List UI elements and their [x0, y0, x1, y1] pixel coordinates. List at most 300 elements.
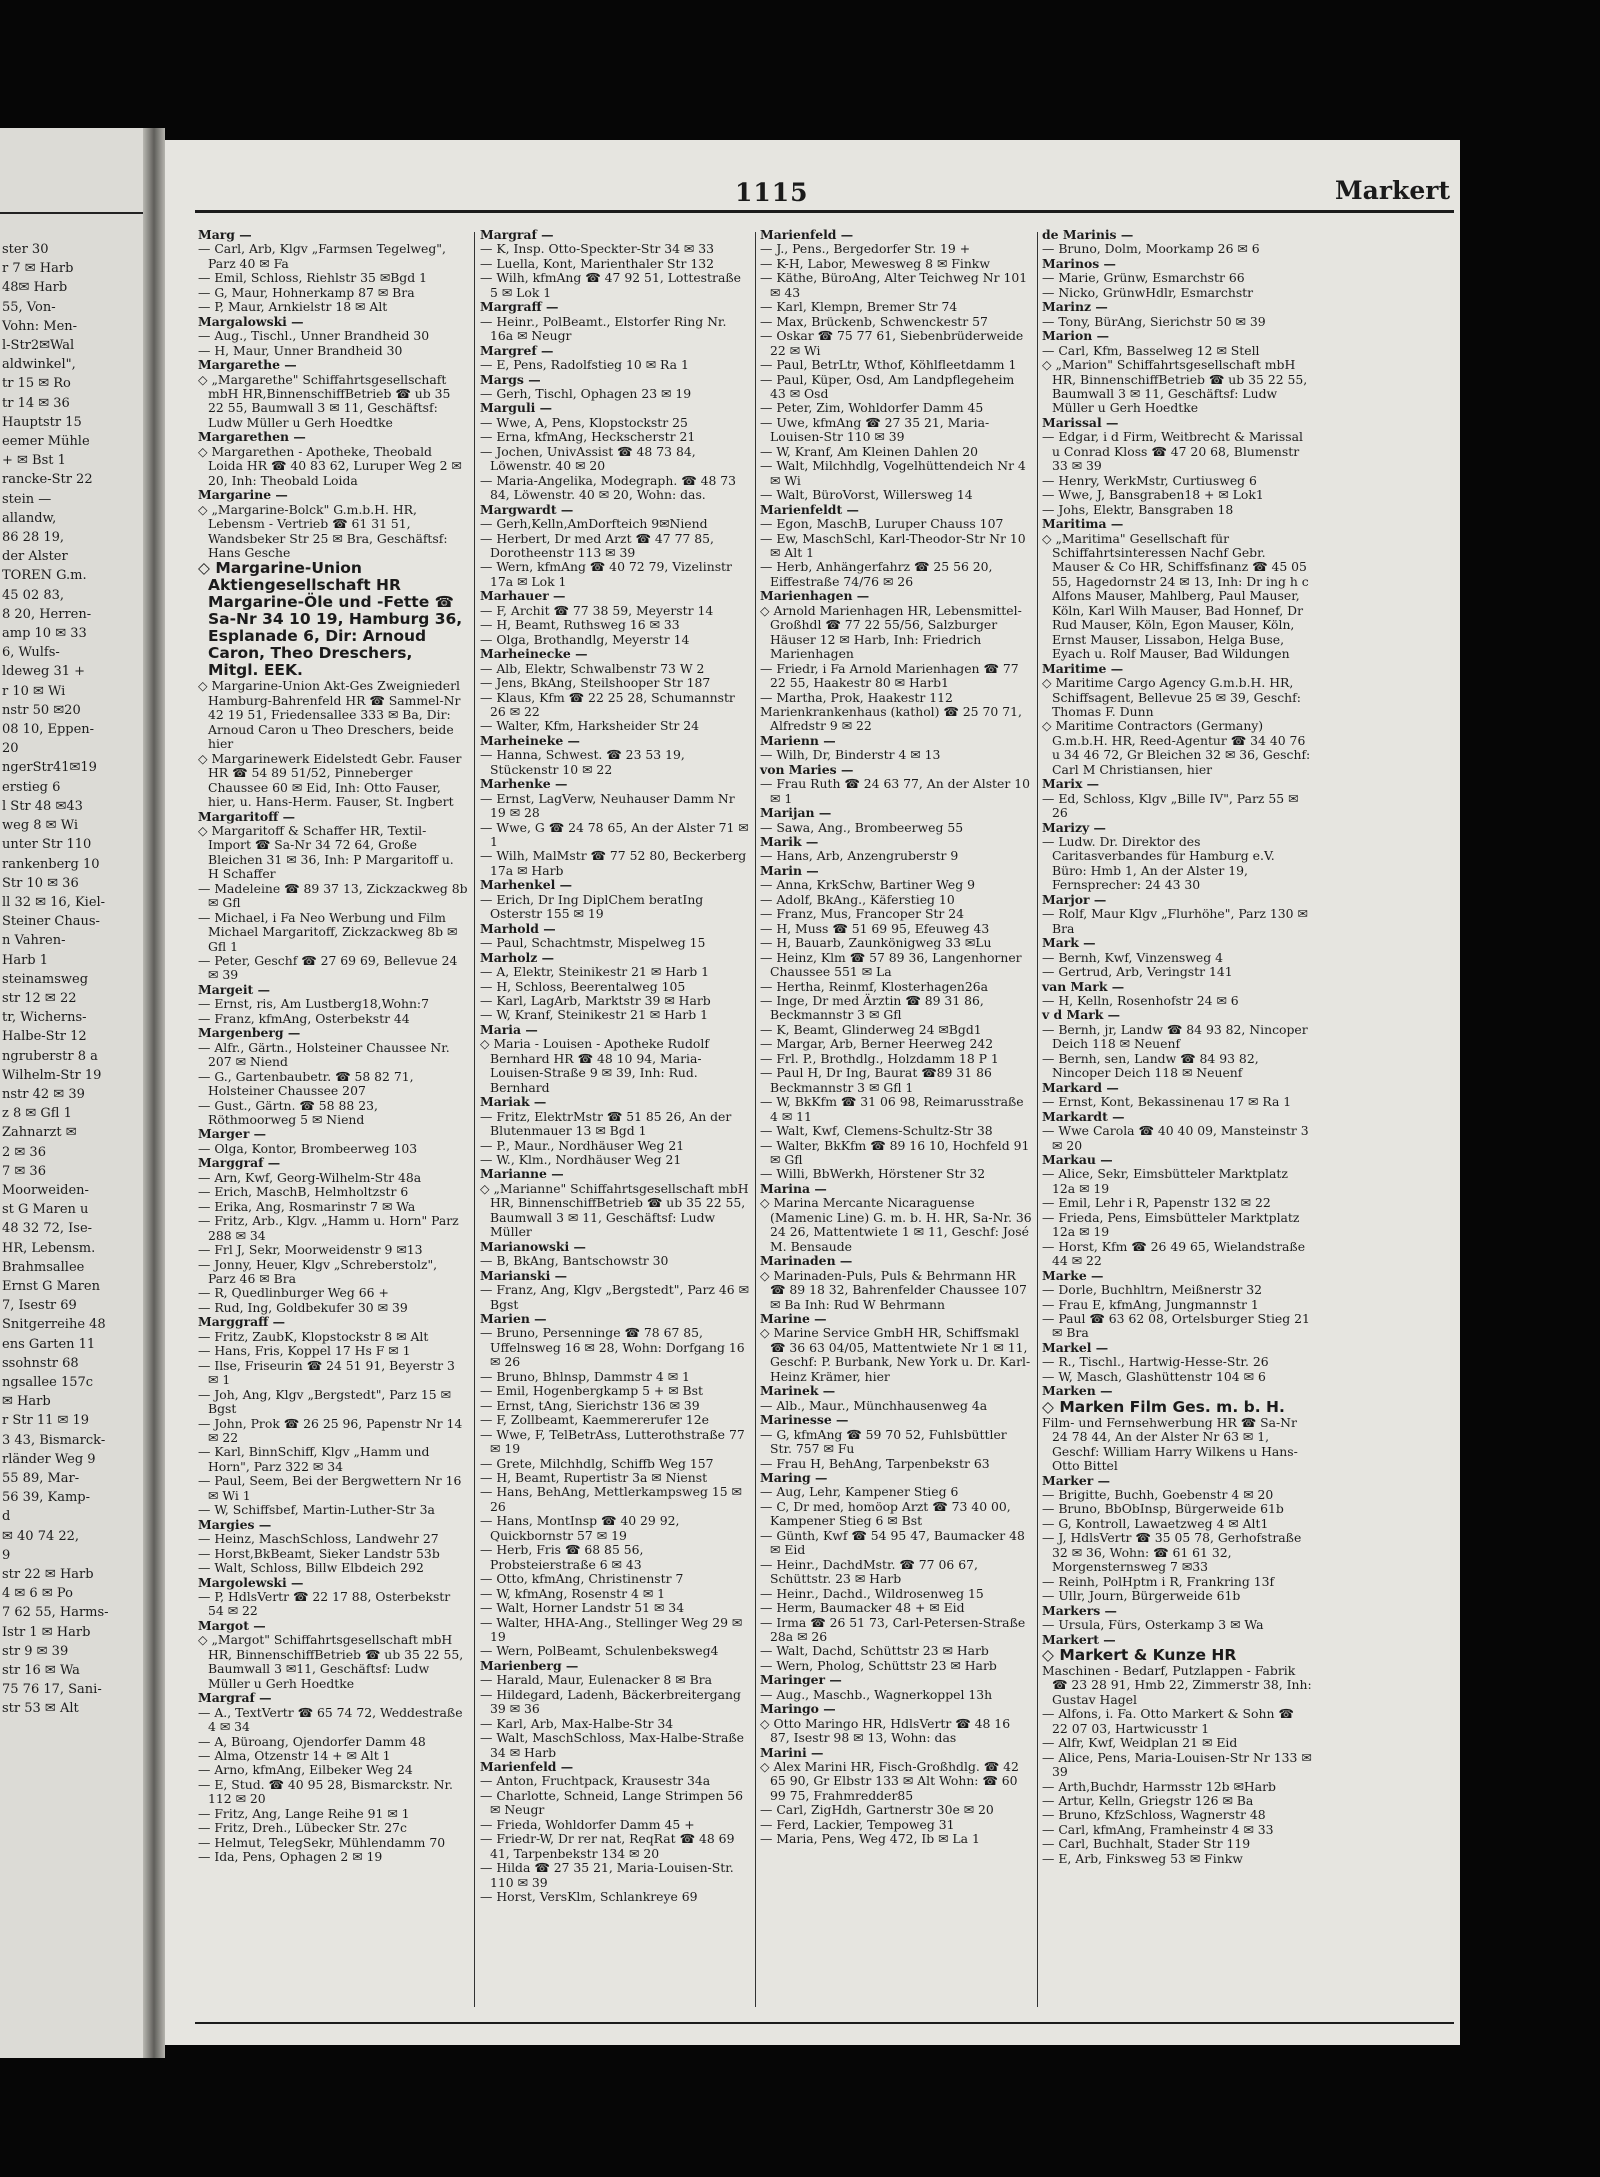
directory-entry: — Anton, Fruchtpack, Krausestr 34a — [480, 1773, 711, 1789]
surname-heading: Marienberg — — [480, 1657, 579, 1673]
directory-entry: — Gerh,Kelln,AmDorfteich 9✉Niend — [480, 516, 708, 532]
firm-entry: ◇ Margarinewerk Eidelstedt Gebr. Fauser HR ☎ 54 89 51/52, Pinneberger Chaussee 60 ✉ Eid, Inh: Otto Fauser, hier, u. Hans-Herm. Fauser, St. Ingbert — [198, 750, 466, 810]
left-page-line: 6, Wulfs- — [2, 645, 60, 661]
firm-entry: ◇ „Marianne" Schiffahrtsgesellschaft mbH HR, BinnenschiffBetrieb ☎ ub 35 22 55, Baumwall 3 ✉ 11, Geschäftsf: Ludw Müller — [480, 1180, 753, 1240]
left-page-line: amp 10 ✉ 33 — [2, 626, 87, 642]
surname-heading: Margarethe — — [198, 357, 297, 373]
left-page-line: 4 ✉ 6 ✉ Po — [2, 1586, 73, 1602]
left-page-line: Snitgerreihe 48 — [2, 1317, 106, 1333]
directory-entry: — Paul, Küper, Osd, Am Landpflegeheim 43 ✉ Osd — [760, 371, 1019, 401]
directory-entry: — Fritz, ZaubK, Klopstockstr 8 ✉ Alt — [198, 1328, 429, 1344]
directory-entry: — Irma ☎ 26 51 73, Carl-Petersen-Straße 28a ✉ 26 — [760, 1614, 1030, 1644]
surname-heading: Margraff — — [480, 299, 559, 315]
directory-entry: — Fritz, ElektrMstr ☎ 51 85 26, An der Blutenmauer 13 ✉ Bgd 1 — [480, 1108, 736, 1139]
surname-heading: Marini — — [760, 1744, 824, 1760]
column-divider — [474, 232, 475, 2007]
left-page-line: 55, Von- — [2, 299, 56, 315]
directory-entry: — P, Maur, Arnkielstr 18 ✉ Alt — [198, 299, 388, 315]
directory-entry: — Luella, Kont, Marienthaler Str 132 — [480, 255, 715, 271]
surname-heading: Marinaden — — [760, 1253, 853, 1269]
firm-entry: ◇ Maritime Contractors (Germany) G.m.b.H. HR, Reed-Agentur ☎ 34 40 76 u 34 46 72, Gr Bleichen 32 ✉ 36, Geschf: Carl M Christiansen, hier — [1042, 718, 1315, 777]
directory-entry: — Wwe Carola ☎ 40 40 09, Mansteinstr 3 ✉ 20 — [1042, 1123, 1313, 1153]
directory-entry: — W, Masch, Glashüttenstr 104 ✉ 6 — [1042, 1368, 1266, 1384]
directory-entry: — Wwe, A, Pens, Klopstockstr 25 — [480, 414, 688, 430]
directory-entry: — Fritz, Dreh., Lübecker Str. 27c — [198, 1820, 407, 1836]
directory-entry: — Egon, MaschB, Luruper Chauss 107 — [760, 516, 1004, 532]
directory-entry: — Wwe, G ☎ 24 78 65, An der Alster 71 ✉ 1 — [480, 819, 753, 850]
left-page-line: Halbe-Str 12 — [2, 1029, 87, 1045]
left-page-line: str 53 ✉ Alt — [2, 1701, 79, 1717]
surname-heading: Marina — — [760, 1180, 827, 1196]
left-page-line: Hauptstr 15 — [2, 414, 82, 430]
left-page-line: ngruberstr 8 a — [2, 1048, 98, 1064]
directory-entry: — Tony, BürAng, Sierichstr 50 ✉ 39 — [1042, 313, 1266, 329]
left-page-line: str 9 ✉ 39 — [2, 1643, 69, 1659]
directory-entry: Film- und Fernsehwerbung HR ☎ Sa-Nr 24 78 44, An der Alster Nr 63 ✉ 1, Geschf: William Harry Wilkens u Hans-Otto Bittel — [1042, 1414, 1301, 1474]
surname-heading: Marienn — — [760, 732, 836, 748]
directory-entry: — W, kfmAng, Rosenstr 4 ✉ 1 — [480, 1585, 666, 1601]
directory-entry: — A, Elektr, Steinikestr 21 ✉ Harb 1 — [480, 964, 710, 980]
directory-entry: — Joh, Ang, Klgv „Bergstedt", Parz 15 ✉ Bgst — [198, 1386, 455, 1417]
directory-entry: — Alfr, Kwf, Weidplan 21 ✉ Eid — [1042, 1735, 1238, 1751]
directory-entry: — Herbert, Dr med Arzt ☎ 47 77 85, Dorotheenstr 113 ✉ 39 — [480, 530, 718, 560]
directory-entry: — Hanna, Schwest. ☎ 23 53 19, Stückenstr 10 ✉ 22 — [480, 747, 689, 777]
directory-entry: — G, Maur, Hohnerkamp 87 ✉ Bra — [198, 284, 415, 300]
left-page-line: 48✉ Harb — [2, 280, 68, 296]
surname-heading: Maritime — — [1042, 660, 1124, 676]
surname-heading: Marke — — [1042, 1267, 1104, 1283]
directory-entry: — E, Stud. ☎ 40 95 28, Bismarckstr. Nr. 112 ✉ 20 — [198, 1776, 457, 1807]
directory-entry: — Rolf, Maur Klgv „Flurhöhe", Parz 130 ✉ Bra — [1042, 906, 1312, 936]
surname-heading: Marianne — — [480, 1166, 564, 1182]
firm-entry: ◇ Marine Service GmbH HR, Schiffsmakl ☎ 36 63 04/05, Mattentwiete Nr 1 ✉ 11, Geschf: P. Burbank, New York u. Dr. Karl-Heinz Krämer, hier — [760, 1325, 1032, 1384]
surname-heading: Marken — — [1042, 1383, 1113, 1399]
surname-heading: Margalowski — — [198, 313, 304, 329]
directory-entry: — A, Büroang, Ojendorfer Damm 48 — [198, 1733, 426, 1749]
column-4 — [1042, 227, 1316, 2018]
left-page-line: 7 ✉ 36 — [2, 1163, 46, 1179]
left-page-line: ngerStr41✉19 — [2, 760, 97, 776]
directory-entry: — F, Zollbeamt, Kaemmererufer 12e — [480, 1412, 709, 1428]
left-page-line: tr 14 ✉ 36 — [2, 395, 70, 411]
left-page-line: ngsallee 157c — [2, 1374, 94, 1390]
directory-entry: — Hilda ☎ 27 35 21, Maria-Louisen-Str. 110 ✉ 39 — [480, 1860, 738, 1890]
directory-entry: — Heinr., Dachd., Wildrosenweg 15 — [760, 1585, 984, 1601]
left-page-line: str 12 ✉ 22 — [2, 990, 77, 1006]
directory-entry: — Aug., Maschb., Wagnerkoppel 13h — [760, 1686, 993, 1702]
left-page-line: HR, Lebensm. — [2, 1240, 96, 1256]
directory-entry: — Otto, kfmAng, Christinenstr 7 — [480, 1571, 684, 1587]
directory-entry: — Walter, Kfm, Harksheider Str 24 — [480, 718, 700, 734]
surname-heading: Margarethen — — [198, 429, 306, 445]
directory-entry: — Herm, Baumacker 48 + ✉ Eid — [760, 1600, 965, 1616]
left-page-line: + ✉ Bst 1 — [2, 453, 66, 469]
surname-heading: Mariak — — [480, 1094, 547, 1110]
firm-entry: ◇ Otto Maringo HR, HdlsVertr ☎ 48 16 87, Isestr 98 ✉ 13, Wohn: das — [760, 1715, 1015, 1746]
directory-entry: — Oskar ☎ 75 77 61, Siebenbrüderweide 22 ✉ Wi — [760, 328, 1028, 358]
left-page-line: Steiner Chaus- — [2, 914, 100, 930]
directory-entry: — Ernst, tAng, Sierichstr 136 ✉ 39 — [480, 1397, 700, 1413]
surname-heading: Marik — — [760, 834, 819, 850]
directory-entry: — E, Pens, Radolfstieg 10 ✉ Ra 1 — [480, 357, 689, 373]
directory-entry: — Gerh, Tischl, Ophagen 23 ✉ 19 — [480, 385, 692, 401]
directory-entry: — R., Tischl., Hartwig-Hesse-Str. 26 — [1042, 1354, 1269, 1370]
directory-entry: — Ludw. Dr. Direktor des Caritasverbandes für Hamburg e.V. Büro: Hmb 1, An der Alster 19, Fernsprecher: 24 43 30 — [1042, 834, 1279, 893]
surname-heading: Marinek — — [760, 1383, 836, 1399]
directory-entry: — Alma, Otzenstr 14 + ✉ Alt 1 — [198, 1747, 391, 1763]
firm-entry: ◇ „Margarethe" Schiffahrtsgesellschaft mbH HR,BinnenschiffBetrieb ☎ ub 35 22 55, Baumwall 3 ✉ 11, Geschäftsf: Ludw Müller u Gerh Hoedtke — [198, 371, 455, 430]
directory-entry: — Hildegard, Ladenh, Bäckerbreitergang 39 ✉ 36 — [480, 1686, 745, 1717]
surname-heading: Marhenkel — — [480, 877, 573, 893]
surname-heading: Markert — — [1042, 1631, 1116, 1647]
firm-entry: ◇ Markert & Kunze HR — [1042, 1645, 1237, 1664]
directory-entry: — Wern, kfmAng ☎ 40 72 79, Vizelinstr 17a ✉ Lok 1 — [480, 559, 736, 589]
left-page-line: rancke-Str 22 — [2, 472, 93, 488]
directory-entry: — Anna, KrkSchw, Bartiner Weg 9 — [760, 877, 975, 893]
surname-heading: Marien — — [480, 1310, 547, 1326]
directory-entry: — Wilh, MalMstr ☎ 77 52 80, Beckerberg 17a ✉ Harb — [480, 848, 751, 878]
directory-entry: — Grete, Milchhdlg, Schiffb Weg 157 — [480, 1455, 714, 1471]
surname-heading: Maria — — [480, 1021, 538, 1037]
directory-entry: — Helmut, TelegSekr, Mühlendamm 70 — [198, 1834, 446, 1850]
directory-entry: — Marie, Grünw, Esmarchstr 66 — [1042, 270, 1245, 286]
firm-entry: ◇ „Margarine-Bolck" G.m.b.H. HR, Lebensm - Vertrieb ☎ 61 31 51, Wandsbeker Str 25 ✉ Bra, Geschäftsf: Hans Gesche — [198, 501, 452, 560]
surname-heading: Marianski — — [480, 1267, 567, 1283]
directory-entry: — Carl, Buchhalt, Stader Str 119 — [1042, 1836, 1251, 1852]
surname-heading: Marger — — [198, 1126, 267, 1142]
column-1 — [198, 227, 472, 2018]
directory-entry: — Günth, Kwf ☎ 54 95 47, Baumacker 48 ✉ Eid — [760, 1527, 1029, 1558]
left-page-line: rankenberg 10 — [2, 856, 100, 872]
surname-heading: Marienfeld — — [480, 1759, 574, 1775]
directory-entry: — Heinz, MaschSchloss, Landwehr 27 — [198, 1531, 439, 1547]
left-page-line: ster 30 — [2, 242, 49, 257]
firm-entry: ◇ Maria - Louisen - Apotheke Rudolf Bernhard HR ☎ 48 10 94, Maria-Louisen-Straße 9 ✉ 39, Inh: Rud. Bernhard — [480, 1036, 713, 1095]
directory-entry: Marienkrankenhaus (kathol) ☎ 25 70 71, Alfredstr 9 ✉ 22 — [760, 703, 1026, 734]
left-page-line: Ernst G Maren — [2, 1278, 100, 1294]
left-page-line: nstr 42 ✉ 39 — [2, 1086, 85, 1102]
directory-entry: — Rud, Ing, Goldbekufer 30 ✉ 39 — [198, 1299, 408, 1315]
directory-entry: — Heinr., DachdMstr. ☎ 77 06 67, Schüttstr. 23 ✉ Harb — [760, 1556, 982, 1587]
surname-heading: Marhauer — — [480, 588, 566, 604]
firm-entry: ◇ Maritime Cargo Agency G.m.b.H. HR, Schiffsagent, Bellevue 25 ✉ 39, Geschf: Thomas F. Dunn — [1042, 675, 1305, 719]
directory-entry: — Charlotte, Schneid, Lange Strimpen 56 ✉ Neugr — [480, 1787, 747, 1818]
surname-heading: Marin — — [760, 862, 819, 878]
directory-entry: Maschinen - Bedarf, Putzlappen - Fabrik ☎ 23 28 91, Hmb 22, Zimmerstr 38, Inh: Gustav Hagel — [1042, 1662, 1316, 1707]
surname-heading: de Marinis — — [1042, 227, 1134, 242]
left-page-line: d — [2, 1509, 11, 1525]
surname-heading: Margwardt — — [480, 501, 574, 517]
left-page-line: 3 43, Bismarck- — [2, 1432, 106, 1448]
firm-entry: ◇ „Margot" Schiffahrtsgesellschaft mbH HR, BinnenschiffBetrieb ☎ ub 35 22 55, Baumwall 3 ✉11, Geschäftsf: Ludw Müller u Gerh Hoedtke — [198, 1632, 468, 1691]
left-page-line: 2 ✉ 36 — [2, 1144, 46, 1160]
directory-entry: — Friedr, i Fa Arnold Marienhagen ☎ 77 22 55, Haakestr 80 ✉ Harb1 — [760, 660, 1023, 691]
directory-entry: — Frau H, BehAng, Tarpenbekstr 63 — [760, 1455, 990, 1471]
directory-entry: — Fritz, Arb., Klgv. „Hamm u. Horn" Parz 288 ✉ 34 — [198, 1213, 463, 1243]
left-page-line: nstr 50 ✉20 — [2, 702, 81, 718]
directory-entry: — Carl, Arb, Klgv „Farmsen Tegelweg", Parz 40 ✉ Fa — [198, 241, 450, 271]
directory-entry: — Harald, Maur, Eulenacker 8 ✉ Bra — [480, 1672, 712, 1688]
left-page-line: Harb 1 — [2, 952, 49, 968]
directory-entry: — Ernst, LagVerw, Neuhauser Damm Nr 19 ✉ 28 — [480, 790, 739, 821]
directory-entry: — Klaus, Kfm ☎ 22 25 28, Schumannstr 26 ✉ 22 — [480, 689, 739, 719]
left-page-line: Brahmsallee — [2, 1259, 85, 1275]
firm-entry: ◇ Margarine-Union Akt-Ges Zweigniederl Hamburg-Bahrenfeld HR ☎ Sammel-Nr 42 19 51, Friedensallee 333 ✉ Ba, Dir: Arnoud Caron u Theo Dreschers, beide hier — [198, 678, 465, 752]
directory-entry: — Heinz, Klm ☎ 57 89 36, Langenhorner Chaussee 551 ✉ La — [760, 949, 1026, 980]
directory-entry: — J., Pens., Bergedorfer Str. 19 + — [760, 241, 971, 257]
surname-heading: v d Mark — — [1042, 1007, 1121, 1023]
directory-entry: — Inge, Dr med Ärztin ☎ 89 31 86, Beckmannstr 3 ✉ Gfl — [760, 993, 988, 1023]
directory-entry: — Hertha, Reinmf, Klosterhagen26a — [760, 978, 989, 994]
surname-heading: Markers — — [1042, 1602, 1117, 1618]
firm-entry: ◇ Marken Film Ges. m. b. H. — [1042, 1397, 1285, 1416]
surname-heading: Margot — — [198, 1617, 266, 1633]
surname-heading: Marizy — — [1042, 819, 1106, 835]
left-page-line: tr 15 ✉ Ro — [2, 376, 71, 392]
left-page-line: ens Garten 11 — [2, 1336, 96, 1352]
directory-entry: — Emil, Hogenbergkamp 5 + ✉ Bst — [480, 1383, 703, 1399]
directory-entry: — Ew, MaschSchl, Karl-Theodor-Str Nr 10 ✉ Alt 1 — [760, 530, 1030, 560]
firm-entry: ◇ Alex Marini HR, Fisch-Großhdlg. ☎ 42 65 90, Gr Elbstr 133 ✉ Alt Wohn: ☎ 60 99 75, Frahmredder85 — [760, 1759, 1023, 1803]
left-page-line: r Str 11 ✉ 19 — [2, 1413, 90, 1429]
directory-entry: — Max, Brückenb, Schwenckestr 57 — [760, 313, 988, 329]
directory-entry: — Walt, Schloss, Billw Elbdeich 292 — [198, 1560, 424, 1576]
directory-entry: — Sawa, Ang., Brombeerweg 55 — [760, 819, 964, 835]
directory-entry: — Maria-Angelika, Modegraph. ☎ 48 73 84, Löwenstr. 40 ✉ 20, Wohn: das. — [480, 472, 740, 503]
firm-entry: ◇ Arnold Marienhagen HR, Lebensmittel-Großhdl ☎ 77 22 55/56, Salzburger Häuser 12 ✉ Harb, Inh: Friedrich Marienhagen — [760, 602, 1022, 662]
surname-heading: Marianowski — — [480, 1238, 586, 1254]
directory-entry: — R, Quedlinburger Weg 66 + — [198, 1285, 389, 1301]
directory-entry: — Walt, Dachd, Schüttstr 23 ✉ Harb — [760, 1643, 989, 1659]
directory-entry: — Uwe, kfmAng ☎ 27 35 21, Maria-Louisen-Str 110 ✉ 39 — [760, 414, 990, 445]
left-page-line: 55 89, Mar- — [2, 1471, 80, 1486]
firm-entry: ◇ Margaritoff & Schaffer HR, Textil-Import ☎ Sa-Nr 34 72 64, Große Bleichen 31 ✉ 36, Inh: P Margaritoff u. H Schaffer — [198, 822, 458, 882]
directory-entry: — Bruno, Persenninge ☎ 78 67 85, Uffelnsweg 16 ✉ 28, Wohn: Dorfgang 16 ✉ 26 — [480, 1325, 749, 1370]
directory-entry: — Walt, BüroVorst, Willersweg 14 — [760, 487, 973, 503]
left-page-line: ssohnstr 68 — [2, 1355, 79, 1371]
directory-entry: — Nicko, GrünwHdlr, Esmarchstr — [1042, 284, 1254, 300]
directory-entry: — Paul H, Dr Ing, Baurat ☎89 31 86 Beckmannstr 3 ✉ Gfl 1 — [760, 1065, 996, 1095]
left-page-line: st G Maren u — [2, 1202, 89, 1218]
firm-entry: ◇ Margarine-Union Aktiengesellschaft HR Margarine-Öle und -Fette ☎ Sa-Nr 34 10 19, Hamburg 36, Esplanade 6, Dir: Arnoud Caron, Theo Dreschers, Mitgl. EEK. — [198, 559, 468, 680]
directory-entry: — Ernst, ris, Am Lustberg18,Wohn:7 — [198, 996, 429, 1012]
directory-entry: — Bernh, Kwf, Vinzensweg 4 — [1042, 949, 1223, 965]
surname-heading: van Mark — — [1042, 978, 1125, 994]
surname-heading: Marienfeldt — — [760, 501, 859, 517]
left-page-line: der Alster — [2, 549, 68, 565]
book-gutter — [143, 128, 165, 2058]
directory-entry: — Paul, BetrLtr, Wthof, Köhlfleetdamm 1 — [760, 357, 1017, 373]
left-page-line: Moorweiden- — [2, 1182, 89, 1198]
left-page-line: 56 39, Kamp- — [2, 1490, 90, 1506]
page-number: 1115 — [735, 178, 809, 207]
left-page-line: l-Str2✉Wal — [2, 338, 75, 354]
left-page-line: aldwinkel", — [2, 357, 76, 373]
directory-entry: — Erich, Dr Ing DiplChem beratIng Osterstr 155 ✉ 19 — [480, 891, 708, 922]
directory-entry: — W, Kranf, Steinikestr 21 ✉ Harb 1 — [480, 1007, 708, 1023]
directory-entry: — Alice, Sekr, Eimsbütteler Marktplatz 12a ✉ 19 — [1042, 1166, 1292, 1196]
directory-entry: — Franz, Mus, Francoper Str 24 — [760, 906, 965, 922]
directory-entry: — Reinh, PolHptm i R, Frankring 13f — [1042, 1573, 1275, 1589]
left-page-line: z 8 ✉ Gfl 1 — [2, 1106, 72, 1122]
directory-entry: — Hans, MontInsp ☎ 40 29 92, Quickbornstr 57 ✉ 19 — [480, 1513, 684, 1543]
firm-entry: ◇ „Marion" Schiffahrtsgesellschaft mbH HR, BinnenschiffBetrieb ☎ ub 35 22 55, Baumwall 3 ✉ 11, Geschäftsf: Ludw Müller u Gerh Hoedtke — [1042, 357, 1312, 416]
left-page-line: Str 10 ✉ 36 — [2, 875, 79, 891]
left-page-line: weg 8 ✉ Wi — [2, 818, 78, 834]
directory-entry: — Edgar, i d Firm, Weitbrecht & Marissal u Conrad Kloss ☎ 47 20 68, Blumenstr 33 ✉ 39 — [1042, 429, 1307, 474]
left-page-line: rländer Weg 9 — [2, 1451, 96, 1467]
surname-heading: Marienhagen — — [760, 588, 870, 604]
directory-entry: — Franz, kfmAng, Osterbekstr 44 — [198, 1010, 410, 1026]
directory-entry: — H, Maur, Unner Brandheid 30 — [198, 342, 403, 358]
directory-entry: — W, Schiffsbef, Martin-Luther-Str 3a — [198, 1502, 435, 1518]
surname-heading: Marhenke — — [480, 776, 568, 792]
directory-entry: — Erika, Ang, Rosmarinstr 7 ✉ Wa — [198, 1198, 416, 1214]
left-page-line: 45 02 83, — [2, 587, 65, 603]
left-page-fragment — [0, 128, 143, 2058]
directory-entry: — Alb, Elektr, Schwalbenstr 73 W 2 — [480, 660, 705, 676]
firm-entry: ◇ Marinaden-Puls, Puls & Behrmann HR ☎ 89 18 32, Bahrenfelder Chaussee 107 ✉ Ba Inh: Rud W Behrmann — [760, 1267, 1031, 1312]
directory-entry: — Walt, Milchhdlg, Vogelhüttendeich Nr 4 ✉ Wi — [760, 458, 1030, 488]
directory-entry: — W, Kranf, Am Kleinen Dahlen 20 — [760, 443, 979, 459]
column-divider — [755, 232, 756, 2007]
directory-entry: — Johs, Elektr, Bansgraben 18 — [1042, 501, 1234, 517]
left-page-line: l Str 48 ✉43 — [2, 798, 83, 814]
directory-entry: — Bruno, Dolm, Moorkamp 26 ✉ 6 — [1042, 241, 1260, 257]
directory-entry: — Frieda, Pens, Eimsbütteler Marktplatz 12a ✉ 19 — [1042, 1209, 1304, 1240]
directory-entry: — Aug, Lehr, Kampener Stieg 6 — [760, 1484, 959, 1500]
left-page-line: r 7 ✉ Harb — [2, 261, 74, 277]
surname-heading: Marijan — — [760, 805, 832, 821]
surname-heading: Marker — — [1042, 1472, 1110, 1488]
footer-rule — [195, 2022, 1454, 2024]
directory-entry: — Frl. P., Brothdlg., Holzdamm 18 P 1 — [760, 1050, 999, 1066]
left-page-line: ✉ Harb — [2, 1394, 51, 1410]
surname-heading: Margaritoff — — [198, 808, 296, 824]
left-page-line: ll 32 ✉ 16, Kiel- — [2, 894, 106, 910]
left-page-line: 75 76 17, Sani- — [2, 1682, 102, 1698]
directory-entry: — Karl, BinnSchiff, Klgv „Hamm und Horn", Parz 322 ✉ 34 — [198, 1444, 434, 1474]
surname-heading: Maritima — — [1042, 516, 1124, 532]
directory-entry: — Wern, PolBeamt, Schulenbeksweg4 — [480, 1643, 719, 1659]
header-rule — [195, 210, 1454, 213]
directory-entry: — Jonny, Heuer, Klgv „Schreberstolz", Parz 46 ✉ Bra — [198, 1256, 442, 1286]
directory-entry: — Horst, Kfm ☎ 26 49 65, Wielandstraße 44 ✉ 22 — [1042, 1238, 1309, 1269]
directory-entry: — Walter, HHA-Ang., Stellinger Weg 29 ✉ 19 — [480, 1614, 747, 1644]
left-page-line: str 22 ✉ Harb — [2, 1567, 94, 1583]
directory-entry: — Ilse, Friseurin ☎ 24 51 91, Beyerstr 3 ✉ 1 — [198, 1357, 459, 1388]
directory-entry: — Alice, Pens, Maria-Louisen-Str Nr 133 ✉ 39 — [1042, 1749, 1316, 1780]
directory-entry: — Ursula, Fürs, Osterkamp 3 ✉ Wa — [1042, 1617, 1264, 1633]
surname-heading: Marine — — [760, 1310, 827, 1326]
directory-entry: — W, BkKfm ☎ 31 06 98, Reimarusstraße 4 ✉ 11 — [760, 1094, 1028, 1124]
surname-heading: Marheinecke — — [480, 646, 588, 662]
surname-heading: Marggraf — — [198, 1155, 281, 1171]
directory-entry: — H, Muss ☎ 51 69 95, Efeuweg 43 — [760, 920, 990, 936]
surname-heading: Margarine — — [198, 487, 288, 503]
surname-heading: Margeit — — [198, 981, 270, 997]
left-page-line: r 10 ✉ Wi — [2, 683, 66, 699]
surname-heading: Marinos — — [1042, 255, 1116, 271]
directory-entry: — Friedr-W, Dr rer nat, ReqRat ☎ 48 69 41, Tarpenbekstr 134 ✉ 20 — [480, 1831, 739, 1861]
column-2 — [480, 227, 753, 2018]
surname-heading: Marheineke — — [480, 732, 580, 748]
left-page-line: n Vahren- — [2, 933, 66, 949]
firm-entry: ◇ „Maritima" Gesellschaft für Schiffahrtsinteressen Nachf Gebr. Mauser & Co HR, Schiffsfinanz ☎ 45 05 55, Hagedornstr 24 ✉ 13, Inh: Dr ing h c Alfons Mauser, Mahlberg, Paul Mauser, Köln, Karl Wilh Mauser, Bad Honnef, Dr Rud Mauser, Köln, Egon Mauser, Köln, Ernst Mauser, Lissabon, Helga Buse, Eyach u. Rolf Mauser, Bad Wildungen — [1042, 530, 1313, 662]
directory-entry: — Käthe, BüroAng, Alter Teichweg Nr 101 ✉ 43 — [760, 270, 1032, 300]
directory-entry: — A., TextVertr ☎ 65 74 72, Weddestraße 4 ✉ 34 — [198, 1704, 467, 1735]
surname-heading: Marg — — [198, 227, 252, 242]
surname-heading: Margenberg — — [198, 1025, 301, 1041]
surname-heading: Maringo — — [760, 1701, 836, 1717]
directory-entry: — Ernst, Kont, Bekassinenau 17 ✉ Ra 1 — [1042, 1094, 1292, 1110]
left-page-line: stein — — [2, 491, 52, 507]
directory-entry: — Willi, BbWerkh, Hörstener Str 32 — [760, 1166, 986, 1182]
surname-heading: Maringer — — [760, 1672, 842, 1688]
surname-heading: von Maries — — [760, 761, 854, 777]
left-page-line: tr, Wicherns- — [2, 1010, 87, 1026]
surname-heading: Marienfeld — — [760, 227, 854, 242]
directory-entry: — G, kfmAng ☎ 59 70 52, Fuhlsbüttler Str. 757 ✉ Fu — [760, 1426, 1011, 1457]
left-page-text — [0, 240, 109, 1719]
directory-entry: — Maria, Pens, Weg 472, Ib ✉ La 1 — [760, 1831, 980, 1847]
directory-entry: — P., Maur., Nordhäuser Weg 21 — [480, 1137, 685, 1153]
directory-entry: — F, Archit ☎ 77 38 59, Meyerstr 14 — [480, 602, 714, 618]
directory-entry: — H, Beamt, Rupertistr 3a ✉ Nienst — [480, 1469, 708, 1485]
directory-entry: — H, Schloss, Beerentalweg 105 — [480, 978, 686, 994]
surname-heading: Margref — — [480, 342, 554, 358]
left-page-line: 7 62 55, Harms- — [2, 1605, 109, 1621]
surname-heading: Marjor — — [1042, 891, 1107, 907]
surname-heading: Marinesse — — [760, 1412, 849, 1428]
surname-heading: Marissal — — [1042, 414, 1119, 430]
directory-entry: — Alfr., Gärtn., Holsteiner Chaussee Nr. 207 ✉ Niend — [198, 1039, 454, 1070]
directory-columns — [198, 228, 1451, 2018]
directory-entry: — W., Klm., Nordhäuser Weg 21 — [480, 1152, 682, 1167]
directory-entry: — Madeleine ☎ 89 37 13, Zickzackweg 8b ✉ Gfl — [198, 880, 472, 911]
directory-entry: — Karl, Klempn, Bremer Str 74 — [760, 299, 958, 315]
directory-entry: — H, Beamt, Ruthsweg 16 ✉ 33 — [480, 617, 680, 633]
left-page-header-rule — [0, 212, 143, 214]
directory-entry: — C, Dr med, homöop Arzt ☎ 73 40 00, Kampener Stieg 6 ✉ Bst — [760, 1498, 1015, 1529]
directory-entry: — Ida, Pens, Ophagen 2 ✉ 19 — [198, 1849, 383, 1865]
directory-entry: — Bruno, BbObInsp, Bürgerweide 61b — [1042, 1501, 1284, 1517]
surname-heading: Marguli — — [480, 400, 553, 416]
directory-entry: — John, Prok ☎ 26 25 96, Papenstr Nr 14 ✉ 22 — [198, 1415, 467, 1445]
directory-entry: — P, HdlsVertr ☎ 22 17 88, Osterbekstr 54 ✉ 22 — [198, 1588, 455, 1619]
directory-entry: — Olga, Kontor, Brombeerweg 103 — [198, 1140, 418, 1156]
directory-entry: — Ullr, Journ, Bürgerweide 61b — [1042, 1588, 1241, 1604]
directory-entry: — Peter, Zim, Wohldorfer Damm 45 — [760, 400, 984, 416]
directory-entry: — Gust., Gärtn. ☎ 58 88 23, Röthmoorweg 5 ✉ Niend — [198, 1097, 382, 1128]
directory-entry: — Herb, Anhängerfahrz ☎ 25 56 20, Eiffestraße 74/76 ✉ 26 — [760, 559, 997, 589]
directory-entry: — Erich, MaschB, Helmholtzstr 6 — [198, 1184, 409, 1200]
directory-entry: — Jens, BkAng, Steilshooper Str 187 — [480, 675, 711, 691]
left-page-line: Wilhelm-Str 19 — [2, 1067, 102, 1083]
directory-entry: — Ferd, Lackier, Tempoweg 31 — [760, 1816, 955, 1832]
left-page-line: eemer Mühle — [2, 434, 90, 450]
directory-entry: — Walt, Kwf, Clemens-Schultz-Str 38 — [760, 1123, 993, 1139]
surname-heading: Markau — — [1042, 1152, 1113, 1167]
directory-entry: — Hans, Arb, Anzengruberstr 9 — [760, 848, 959, 864]
surname-heading: Margolewski — — [198, 1574, 304, 1590]
directory-entry: — Arn, Kwf, Georg-Wilhelm-Str 48a — [198, 1169, 422, 1185]
left-page-line: erstieg 6 — [2, 779, 61, 795]
surname-heading: Marion — — [1042, 328, 1109, 344]
directory-entry: — Frl J, Sekr, Moorweidenstr 9 ✉13 — [198, 1242, 423, 1258]
directory-entry: — Walt, MaschSchloss, Max-Halbe-Straße 34 ✉ Harb — [480, 1730, 748, 1760]
directory-entry: — G, Kontroll, Lawaetzweg 4 ✉ Alt1 — [1042, 1515, 1269, 1531]
